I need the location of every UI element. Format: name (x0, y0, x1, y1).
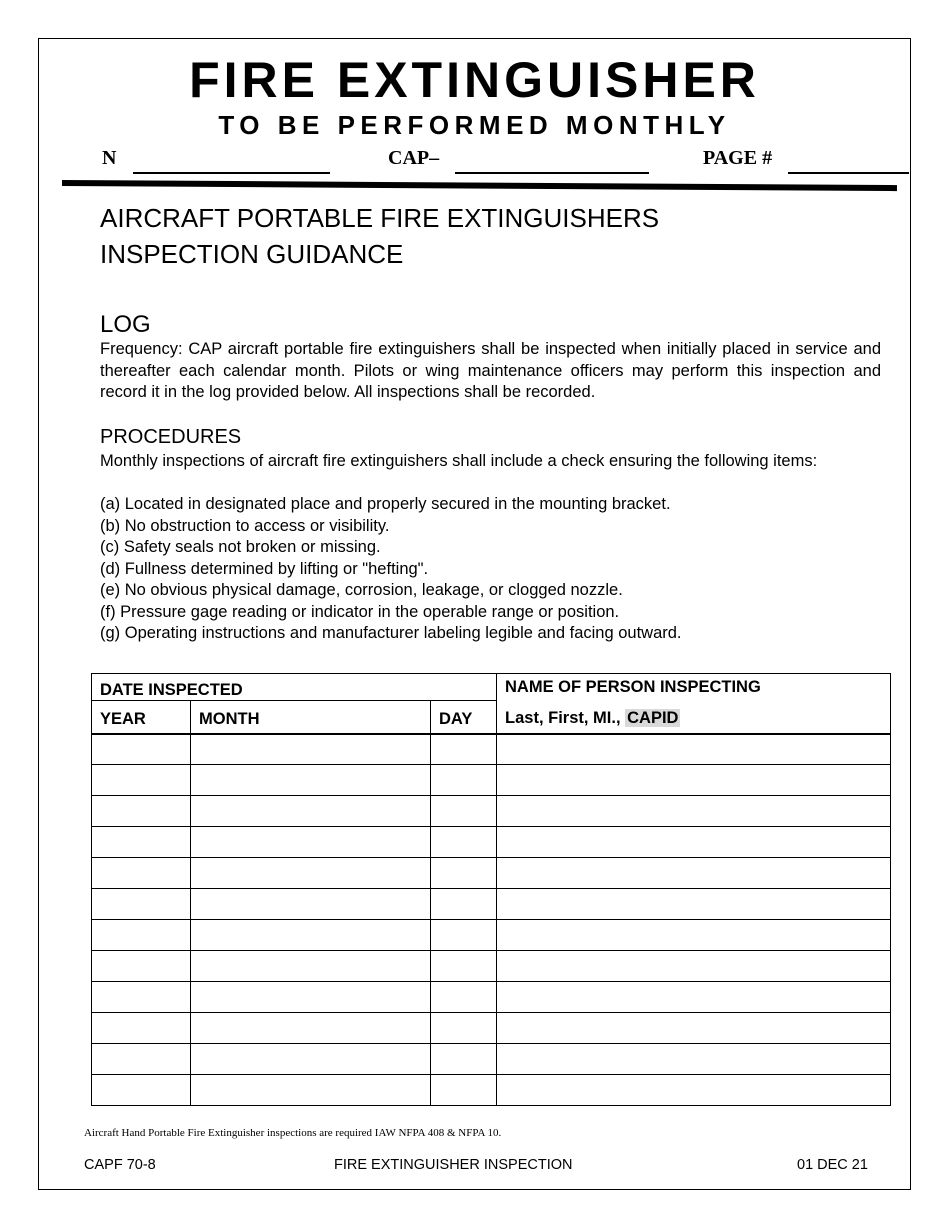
month-cell[interactable] (191, 734, 431, 765)
table-row (92, 1013, 891, 1044)
month-cell[interactable] (191, 889, 431, 920)
year-cell[interactable] (92, 1044, 191, 1075)
name-cell[interactable] (497, 982, 891, 1013)
name-format-label: Last, First, MI., (505, 709, 621, 727)
cap-number-field[interactable] (455, 172, 649, 174)
table-row (92, 765, 891, 796)
name-cell[interactable] (497, 765, 891, 796)
day-cell[interactable] (431, 734, 497, 765)
table-row (92, 796, 891, 827)
log-text: Frequency: CAP aircraft portable fire extinguishers shall be inspected when initially placed in service and thereafter each calendar month. Pilots or wing maintenance officers may perform this inspection and record it in the log provided below. All inspections shall be recorded. (100, 340, 881, 401)
procedure-item-b: (b) No obstruction to access or visibility. (100, 516, 390, 535)
inspection-log-body (92, 734, 891, 1106)
table-row (92, 858, 891, 889)
day-cell[interactable] (431, 1075, 497, 1106)
table-row (92, 1044, 891, 1075)
name-cell[interactable] (497, 734, 891, 765)
page-number-field[interactable] (788, 172, 909, 174)
table-row (92, 827, 891, 858)
procedures-intro: Monthly inspections of aircraft fire extinguishers shall include a check ensuring the following items: (100, 452, 818, 470)
procedures-heading: PROCEDURES (100, 426, 242, 448)
name-cell[interactable] (497, 1044, 891, 1075)
inspection-log-table (91, 673, 891, 1106)
procedure-item-f: (f) Pressure gage reading or indicator in the operable range or position. (100, 602, 620, 621)
month-cell[interactable] (191, 1013, 431, 1044)
name-header (497, 674, 891, 734)
month-cell[interactable] (191, 951, 431, 982)
name-cell[interactable] (497, 889, 891, 920)
year-cell[interactable] (92, 765, 191, 796)
day-cell[interactable] (431, 951, 497, 982)
year-cell[interactable] (92, 920, 191, 951)
table-row (92, 1075, 891, 1106)
year-cell[interactable] (92, 1013, 191, 1044)
table-row (92, 734, 891, 765)
month-cell[interactable] (191, 796, 431, 827)
table-row (92, 951, 891, 982)
month-cell[interactable] (191, 1044, 431, 1075)
name-header-subtitle (505, 709, 882, 728)
year-cell[interactable] (92, 796, 191, 827)
table-row (92, 920, 891, 951)
footer-form-id: CAPF 70-8 (84, 1157, 156, 1173)
name-header-title: NAME OF PERSON INSPECTING (505, 678, 761, 696)
form-subtitle: TO BE PERFORMED MONTHLY (218, 110, 731, 140)
footer-date: 01 DEC 21 (797, 1157, 868, 1173)
name-cell[interactable] (497, 1013, 891, 1044)
procedures-list (100, 494, 881, 645)
month-cell[interactable] (191, 858, 431, 889)
procedure-item-a: (a) Located in designated place and properly secured in the mounting bracket. (100, 495, 671, 513)
form-title: FIRE EXTINGUISHER (189, 52, 760, 108)
procedure-item-d: (d) Fullness determined by lifting or "hefting". (100, 559, 429, 578)
guidance-title-line2: INSPECTION GUIDANCE (100, 239, 404, 269)
procedure-item-e: (e) No obvious physical damage, corrosion, leakage, or clogged nozzle. (100, 581, 623, 599)
n-number-label: N (102, 147, 117, 169)
log-heading: LOG (100, 311, 151, 338)
table-row (92, 982, 891, 1013)
table-row (92, 889, 891, 920)
day-cell[interactable] (431, 1044, 497, 1075)
name-cell[interactable] (497, 827, 891, 858)
year-cell[interactable] (92, 858, 191, 889)
page-number-label: PAGE # (703, 147, 773, 169)
procedure-item-g: (g) Operating instructions and manufacturer labeling legible and facing outward. (100, 624, 682, 642)
day-cell[interactable] (431, 1013, 497, 1044)
year-cell[interactable] (92, 1075, 191, 1106)
year-header: YEAR (92, 701, 191, 734)
day-cell[interactable] (431, 765, 497, 796)
name-cell[interactable] (497, 951, 891, 982)
month-cell[interactable] (191, 920, 431, 951)
month-cell[interactable] (191, 982, 431, 1013)
year-cell[interactable] (92, 982, 191, 1013)
guidance-title-line1: AIRCRAFT PORTABLE FIRE EXTINGUISHERS (100, 203, 660, 233)
day-cell[interactable] (431, 889, 497, 920)
cap-number-label: CAP– (388, 147, 440, 169)
name-cell[interactable] (497, 858, 891, 889)
day-cell[interactable] (431, 982, 497, 1013)
year-cell[interactable] (92, 734, 191, 765)
month-cell[interactable] (191, 765, 431, 796)
n-number-field[interactable] (133, 172, 330, 174)
day-cell[interactable] (431, 796, 497, 827)
month-cell[interactable] (191, 827, 431, 858)
name-cell[interactable] (497, 796, 891, 827)
capid-label: CAPID (627, 709, 679, 727)
footer-form-title: FIRE EXTINGUISHER INSPECTION (334, 1157, 573, 1173)
footnote: Aircraft Hand Portable Fire Extinguisher inspections are required IAW NFPA 408 & NFPA 10. (84, 1127, 502, 1139)
year-cell[interactable] (92, 951, 191, 982)
procedure-item-c: (c) Safety seals not broken or missing. (100, 538, 381, 556)
name-cell[interactable] (497, 1075, 891, 1106)
day-cell[interactable] (431, 827, 497, 858)
name-cell[interactable] (497, 920, 891, 951)
day-cell[interactable] (431, 920, 497, 951)
day-header: DAY (431, 701, 497, 734)
year-cell[interactable] (92, 889, 191, 920)
month-cell[interactable] (191, 1075, 431, 1106)
date-inspected-header: DATE INSPECTED (92, 674, 497, 701)
day-cell[interactable] (431, 858, 497, 889)
year-cell[interactable] (92, 827, 191, 858)
month-header: MONTH (191, 701, 431, 734)
